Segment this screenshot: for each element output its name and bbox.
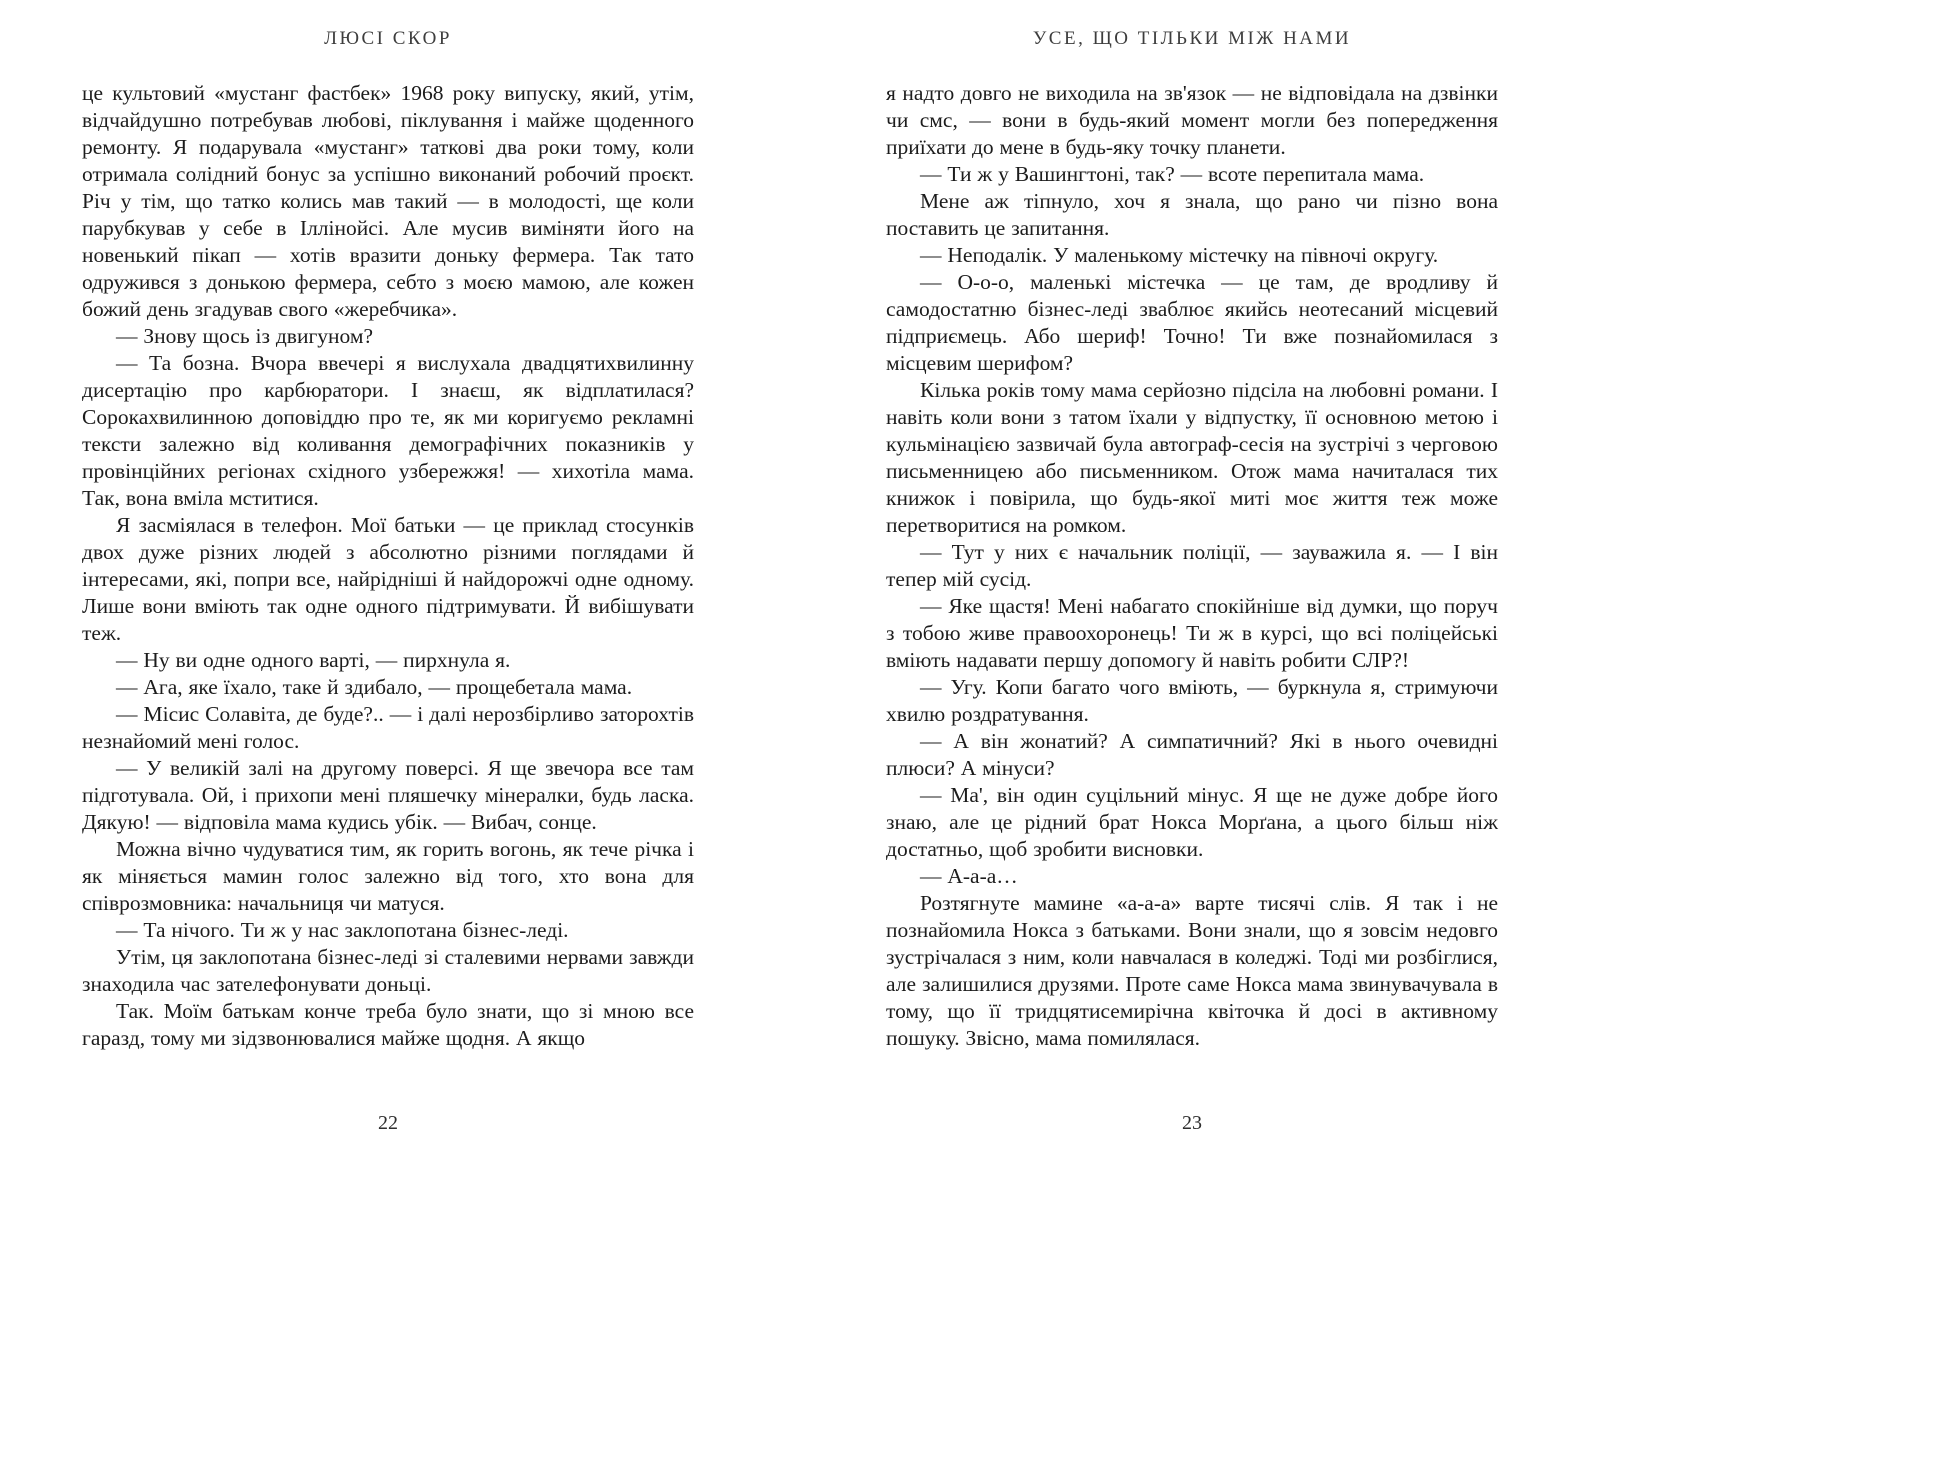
paragraph: — Місис Солавіта, де буде?.. — і далі нерозбірливо заторохтів незнайомий мені голос.	[82, 702, 694, 753]
page-number-right: 23	[1182, 1112, 1202, 1134]
paragraph: — Знову щось із двигуном?	[116, 324, 374, 348]
paragraph: Утім, ця заклопотана бізнес-леді зі сталевими нервами завжди знаходила час зателефонувати доньці.	[82, 945, 694, 996]
paragraph: — Неподалік. У маленькому містечку на півночі округу.	[920, 243, 1439, 267]
paragraph: — Ти ж у Вашингтоні, так? — всоте перепитала мама.	[920, 162, 1425, 186]
paragraph: — Ма', він один суцільний мінус. Я ще не дуже добре його знаю, але це рідний брат Нокса Морґана, а цього більш ніж достатньо, щоб зробити висновки.	[886, 783, 1498, 861]
paragraph: — А-а-а…	[920, 864, 1018, 888]
page-text-right	[886, 80, 1498, 1052]
paragraph: — Яке щастя! Мені набагато спокійніше від думки, що поруч з тобою живе правоохоронець! Ти ж в курсі, що всі поліцейські вміють надавати першу допомогу й навіть робити СЛР?!	[886, 594, 1498, 672]
paragraph: — О-о-о, маленькі містечка — це там, де вродливу й самодостатню бізнес-леді зваблює якийсь неотесаний місцевий підприємець. Або шериф! Точно! Ти вже познайомилася з місцевим шерифом?	[886, 270, 1498, 375]
paragraph: — Ну ви одне одного варті, — пирхнула я.	[116, 648, 511, 672]
running-head-book-title: УСЕ, ЩО ТІЛЬКИ МІЖ НАМИ	[1032, 28, 1352, 49]
paragraph: Розтягнуте мамине «а-а-а» варте тисячі слів. Я так і не познайомила Нокса з батьками. Вони знали, що я зовсім недовго зустрічалася з ним, коли навчалася в коледжі. Тоді ми розбіглися, але залишилися друзями. Проте саме Нокса мама звинувачувала в тому, що її тридцятисемирічна квіточка й досі в активному пошуку. Звісно, мама помилялася.	[886, 891, 1498, 1050]
paragraph: — Та бозна. Вчора ввечері я вислухала двадцятихвилинну дисертацію про карбюратори. І знаєш, як відплатилася? Сорокахвилинною доповіддю про те, як ми коригуємо рекламні тексти залежно від коливання демографічних показників у провінційних регіонах східного узбережжя! — хихотіла мама. Так, вона вміла мститися.	[82, 351, 694, 510]
paragraph: Я засміялася в телефон. Мої батьки — це приклад стосунків двох дуже різних людей з абсолютно різними поглядами й інтересами, які, попри все, найрідніші й найдорожчі одне одному. Лише вони вміють так одне одного підтримувати. Й вибішувати теж.	[82, 513, 694, 645]
page-right	[886, 0, 1498, 1460]
paragraph: я надто довго не виходила на зв'язок — не відповідала на дзвінки чи смс, — вони в будь-який момент могли без попередження приїхати до мене в будь-яку точку планети.	[886, 81, 1498, 159]
paragraph: це культовий «мустанг фастбек» 1968 року випуску, який, утім, відчайдушно потребував любові, піклування і майже щоденного ремонту. Я подарувала «мустанг» таткові два роки тому, коли отримала солідний бонус за успішно виконаний робочий проєкт. Річ у тім, що татко колись мав такий — в молодості, ще коли парубкував у себе в Іллінойсі. Але мусив виміняти його на новенький пікап — хотів вразити доньку фермера. Так тато одружився з донькою фермера, себто з моєю мамою, але кожен божий день згадував свого «жеребчика».	[82, 81, 694, 321]
paragraph: Мене аж тіпнуло, хоч я знала, що рано чи пізно вона поставить це запитання.	[886, 189, 1498, 240]
paragraph: Кілька років тому мама серйозно підсіла на любовні романи. І навіть коли вони з татом їхали у відпустку, її основною метою і кульмінацією зазвичай була автограф-сесія на зустрічі з черговою письменницею або письменником. Отож мама начиталася тих книжок і повірила, що будь-якої миті моє життя теж може перетворитися на ромком.	[886, 378, 1498, 537]
paragraph: — Угу. Копи багато чого вміють, — буркнула я, стримуючи хвилю роздратування.	[886, 675, 1498, 726]
paragraph: Так. Моїм батькам конче треба було знати, що зі мною все гаразд, тому ми зідзвонювалися майже щодня. А якщо	[82, 999, 694, 1050]
page-number-left: 22	[378, 1112, 398, 1134]
paragraph: — У великій залі на другому поверсі. Я ще звечора все там підготувала. Ой, і прихопи мені пляшечку мінералки, будь ласка. Дякую! — відповіла мама кудись убік. — Вибач, сонце.	[82, 756, 694, 834]
paragraph: — А він жонатий? А симпатичний? Які в нього очевидні плюси? А мінуси?	[886, 729, 1498, 780]
paragraph: Можна вічно чудуватися тим, як горить вогонь, як тече річка і як міняється мамин голос залежно від того, хто вона для співрозмовника: начальниця чи матуся.	[82, 837, 694, 915]
paragraph: — Ага, яке їхало, таке й здибало, — прощебетала мама.	[116, 675, 633, 699]
page-text-left	[82, 80, 694, 1052]
paragraph: — Тут у них є начальник поліції, — зауважила я. — І він тепер мій сусід.	[886, 540, 1498, 591]
running-head-author: ЛЮСІ СКОР	[324, 28, 452, 49]
paragraph: — Та нічого. Ти ж у нас заклопотана бізнес-леді.	[116, 918, 569, 942]
page-left	[82, 0, 694, 1460]
